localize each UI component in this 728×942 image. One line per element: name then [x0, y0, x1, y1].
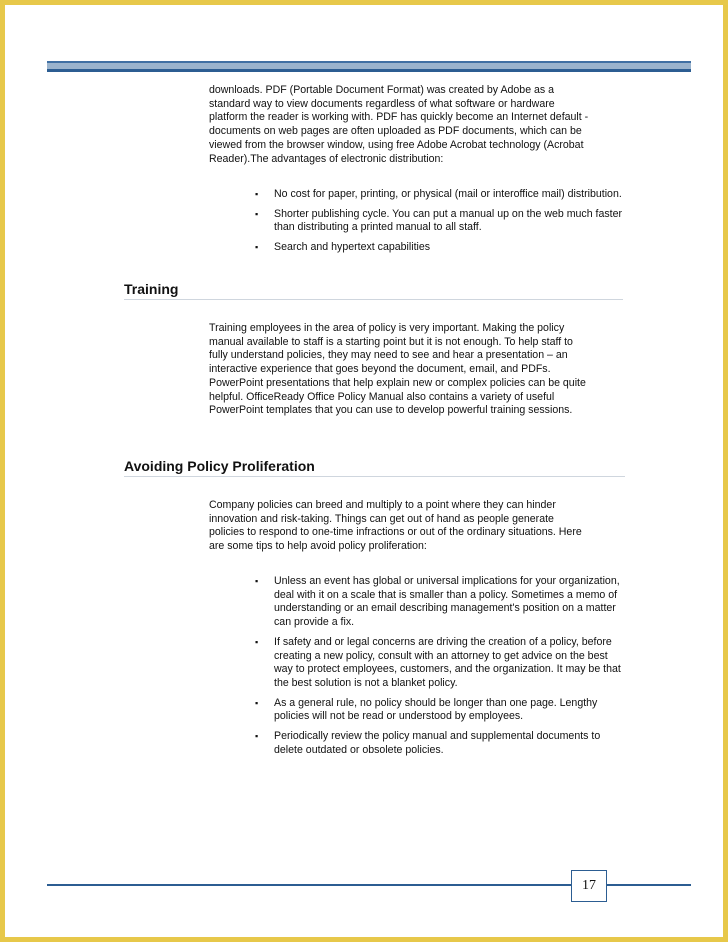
- bullet-icon: ▪: [255, 189, 259, 199]
- list-item: [255, 697, 627, 724]
- bullet-icon: ▪: [255, 242, 259, 253]
- training-heading-rule: [124, 299, 623, 300]
- bullet-icon: ▪: [255, 208, 259, 219]
- bullet-text: Periodically review the policy manual and supplemental documents to delete outdated or obsolete policies.: [274, 730, 601, 756]
- bullet-text: Unless an event has global or universal implications for your organization, deal with it on a scale that is smaller than a policy. Sometimes a memo of understanding or an email describing management's position on a matter can provide a fix.: [274, 575, 620, 629]
- bullet-icon: ▪: [255, 697, 259, 708]
- proliferation-heading-rule: [124, 476, 625, 477]
- intro-bullet-list: [255, 188, 625, 261]
- list-item: [255, 188, 625, 202]
- bullet-icon: ▪: [255, 576, 259, 586]
- bullet-text: No cost for paper, printing, or physical (mail or interoffice mail) distribution.: [274, 188, 622, 200]
- bullet-text: Search and hypertext capabilities: [274, 241, 431, 254]
- list-item: [255, 241, 625, 255]
- bullet-text: As a general rule, no policy should be longer than one page. Lengthy policies will not be read or understood by employees.: [274, 696, 598, 723]
- list-item: [255, 208, 625, 235]
- footer-rule-right: [607, 884, 691, 886]
- intro-paragraph: downloads. PDF (Portable Document Format) was created by Adobe as a standard way to view documents regardless of what software or hardware platform the reader is working with. PDF has quickly become an Internet default - documents on web pages are often uploaded as PDF documents, which can be viewed from the browser window, using free Adobe Acrobat technology (Acrobat Reader).The advantages of electronic distribution:: [209, 84, 589, 165]
- training-paragraph: Training employees in the area of policy is very important. Making the policy manual available to staff is a starting point but it is not enough. To help staff to fully understand policies, they may need to see and hear a presentation – an interactive experience that goes beyond the document, email, and PDFs. PowerPoint presentations that help explain new or complex policies can be quite helpful. OfficeReady Office Policy Manual also contains a variety of useful PowerPoint templates that you can use to develop powerful training sessions.: [209, 322, 586, 417]
- bullet-text: If safety and or legal concerns are driving the creation of a policy, before creating a new policy, consult with an attorney to get advice on the best way to protect employees, customers, and the organization. It may be that the best solution is not a blanket policy.: [274, 635, 621, 689]
- header-rule: [47, 61, 691, 72]
- bullet-text: Shorter publishing cycle. You can put a manual up on the web much faster than distributing a printed manual to all staff.: [274, 207, 623, 234]
- list-item: [255, 636, 627, 691]
- list-item: [255, 730, 627, 757]
- list-item: [255, 575, 627, 630]
- proliferation-paragraph: Company policies can breed and multiply to a point where they can hinder innovation and risk-taking. Things can get out of hand as people generate policies to respond to one-time infractions or out of the ordinary situations. Here are some tips to help avoid policy proliferation:: [209, 499, 582, 553]
- training-heading: Training: [124, 281, 179, 297]
- bullet-icon: ▪: [255, 636, 259, 647]
- page-number: 17: [571, 870, 607, 902]
- footer-rule-left: [47, 884, 571, 886]
- bullet-icon: ▪: [255, 731, 259, 742]
- proliferation-bullet-list: [255, 575, 627, 763]
- proliferation-heading: Avoiding Policy Proliferation: [124, 458, 315, 474]
